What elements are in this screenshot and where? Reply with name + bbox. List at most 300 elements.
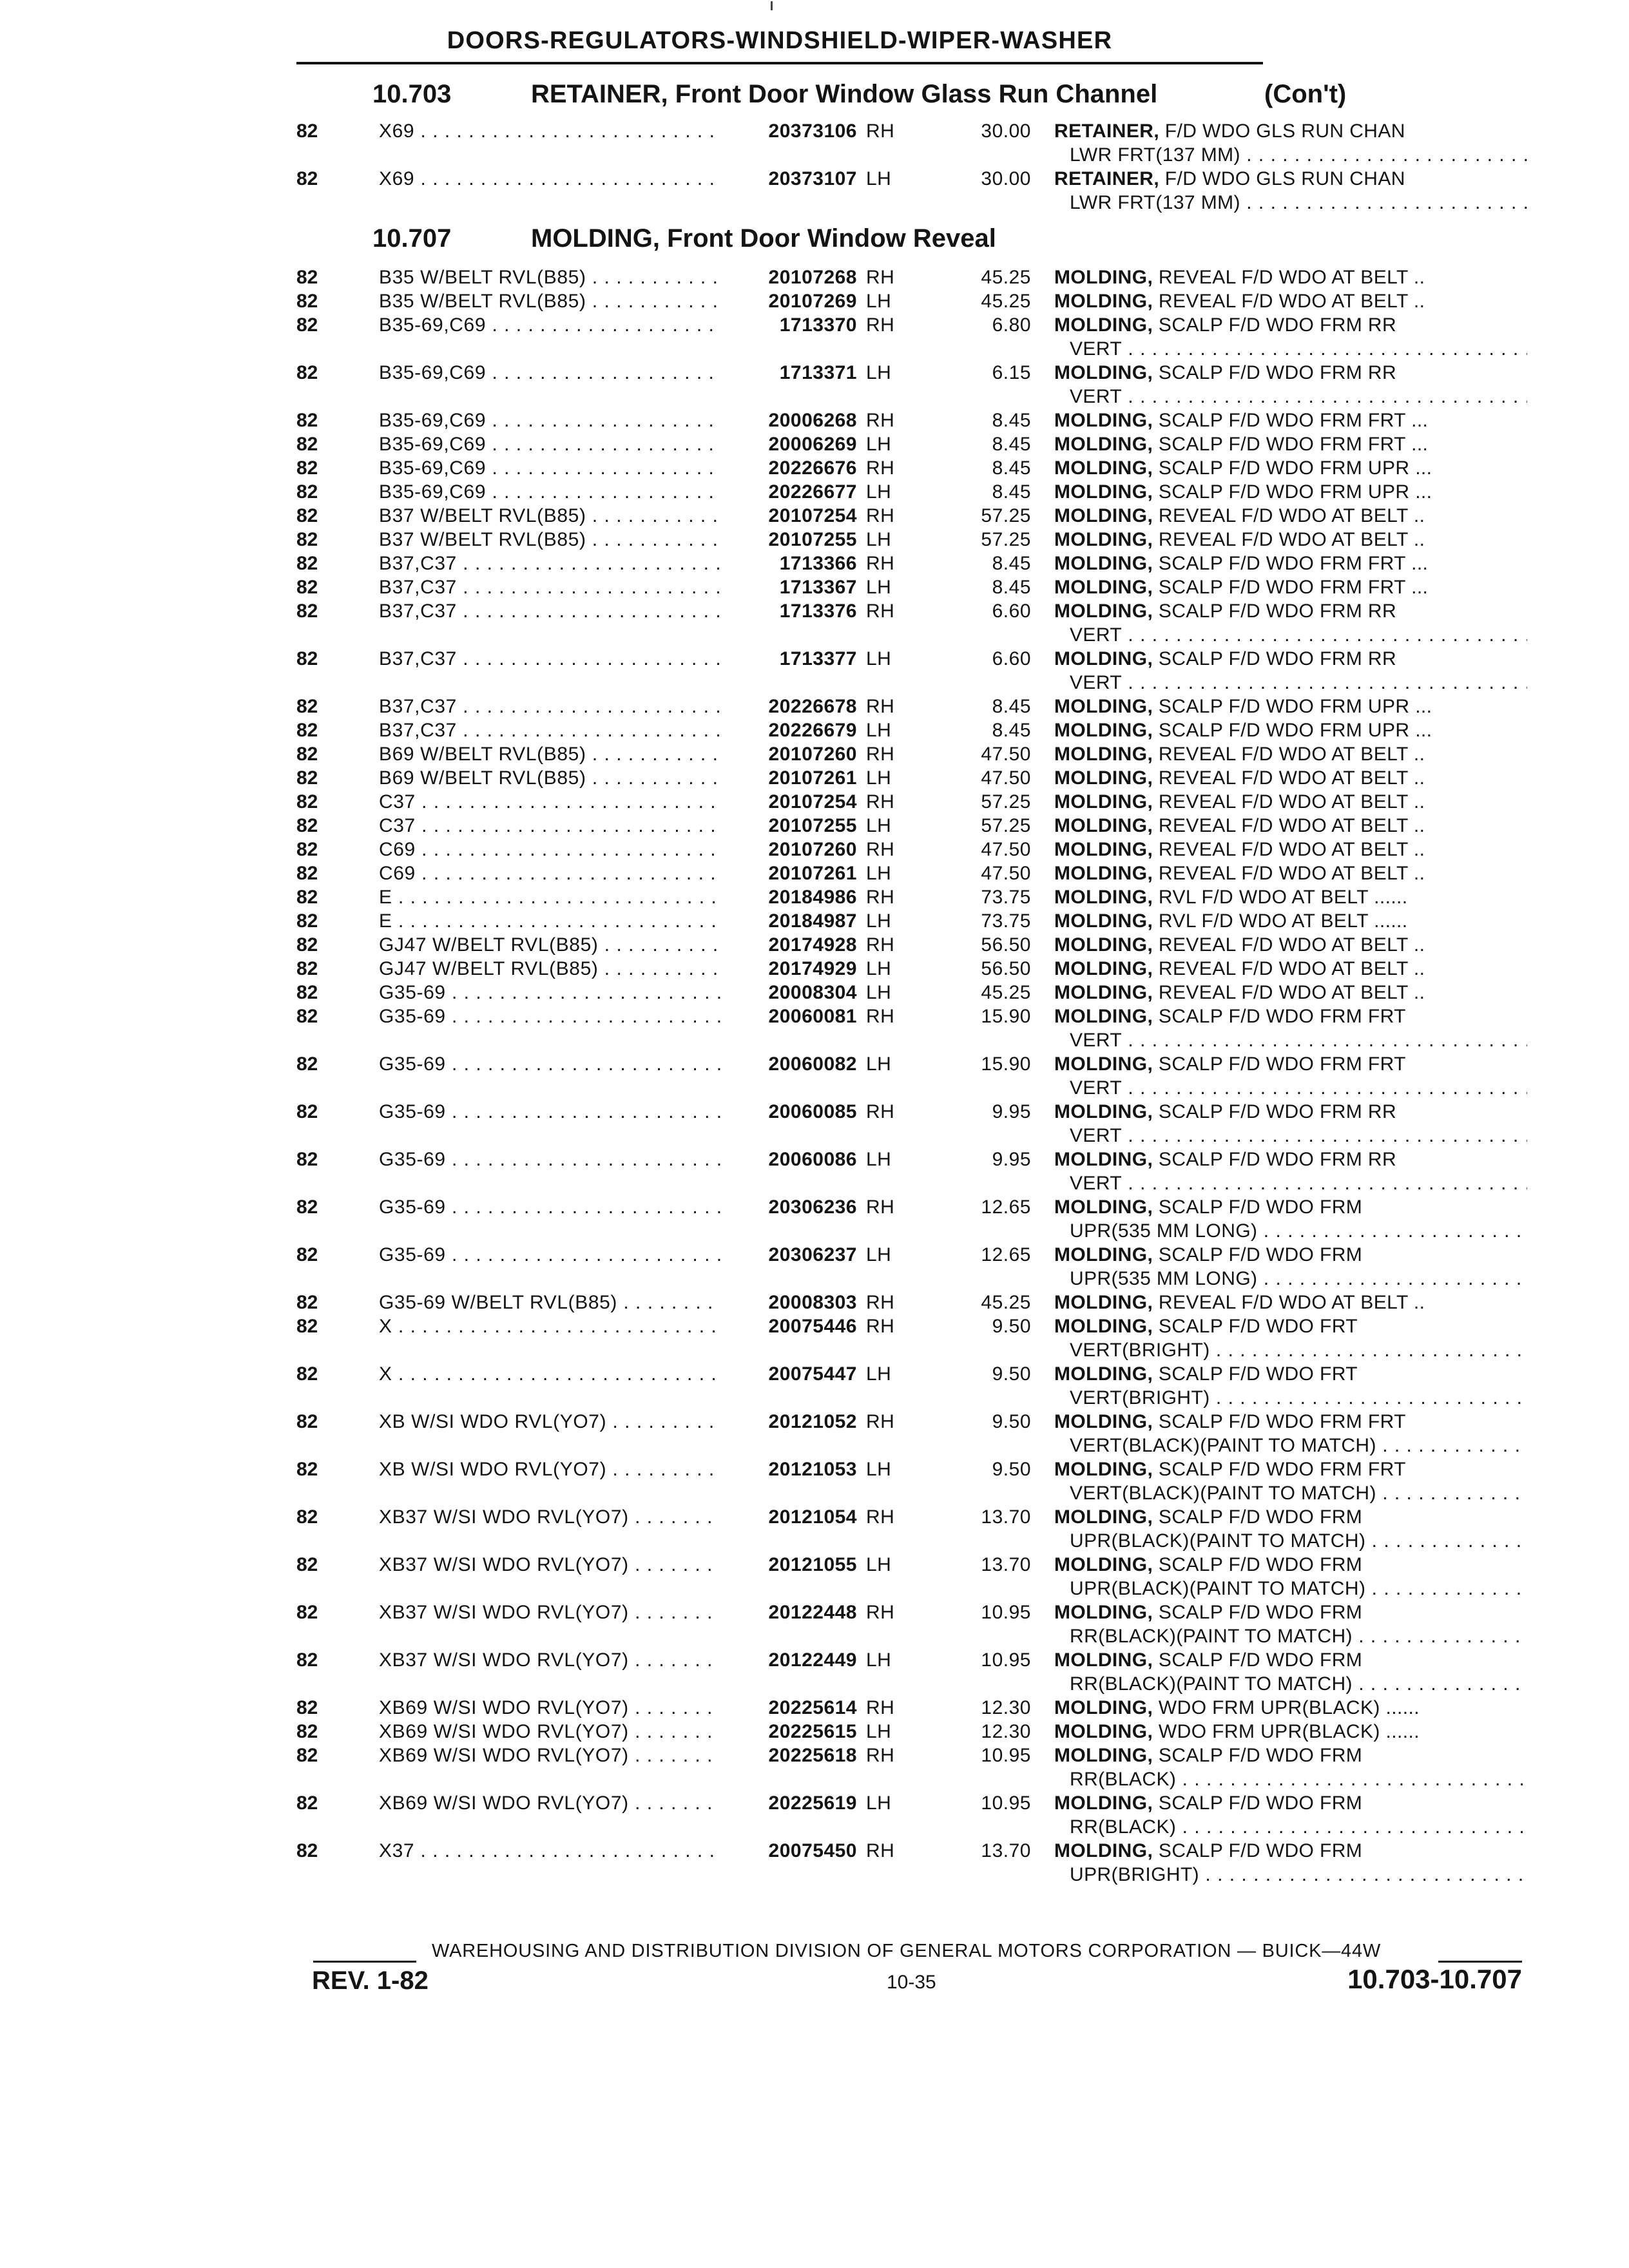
part-description <box>1054 886 1408 909</box>
table-row <box>0 409 1629 432</box>
price: 12.30 <box>981 1721 1031 1742</box>
part-number: 20225615 <box>768 1721 857 1742</box>
table-row <box>0 1840 1629 1863</box>
model-applicability: G35-69 . . . <box>379 1148 720 1171</box>
table-row <box>0 886 1629 909</box>
table-row-continuation <box>0 1863 1629 1887</box>
catalog-number: 82 <box>296 168 318 189</box>
side-label: RH <box>866 1411 895 1432</box>
part-number: 20107269 <box>768 291 857 312</box>
table-row <box>0 1363 1629 1386</box>
model-applicability: X . . . <box>379 1315 720 1338</box>
table-row <box>0 1649 1629 1672</box>
description-continuation: LWR FRT(137 MM) . . . <box>1070 191 1527 215</box>
description-text: RVL F/D WDO AT BELT ...... <box>1153 887 1408 908</box>
description-text: SCALP F/D WDO FRM <box>1153 1506 1363 1528</box>
description-continuation: RR(BLACK) . . . <box>1070 1768 1527 1791</box>
description-keyword: MOLDING, <box>1054 720 1153 741</box>
catalog-number: 82 <box>296 815 318 836</box>
footer-rule-left <box>313 1961 416 1963</box>
model-applicability: XB37 W/SI WDO RVL(YO7) . . . <box>379 1553 720 1577</box>
description-text: SCALP F/D WDO FRM <box>1153 1745 1363 1766</box>
description-continuation: UPR(BRIGHT) . . . <box>1070 1863 1527 1887</box>
model-applicability: B37,C37 . . . <box>379 648 720 671</box>
table-row-continuation <box>0 1339 1629 1362</box>
part-number: 20122448 <box>768 1602 857 1623</box>
table-row <box>0 981 1629 1004</box>
price: 9.95 <box>992 1149 1031 1170</box>
price: 6.15 <box>992 362 1031 383</box>
description-continuation: VERT . . . <box>1070 1029 1527 1052</box>
description-text: SCALP F/D WDO FRM FRT ... <box>1153 553 1429 574</box>
side-label: RH <box>866 1840 895 1861</box>
part-number: 20225619 <box>768 1792 857 1814</box>
description-text: SCALP F/D WDO FRM <box>1153 1244 1363 1265</box>
part-description <box>1054 1410 1406 1434</box>
catalog-number: 82 <box>296 1721 318 1742</box>
catalog-number: 82 <box>296 291 318 312</box>
description-continuation: UPR(BLACK)(PAINT TO MATCH) . . . <box>1070 1530 1527 1553</box>
description-keyword: MOLDING, <box>1054 1196 1153 1218</box>
part-number: 20226679 <box>768 720 857 741</box>
table-row-continuation <box>0 1077 1629 1100</box>
part-description <box>1054 314 1396 337</box>
table-row-continuation <box>0 1267 1629 1291</box>
side-label: RH <box>866 1196 895 1218</box>
part-number: 20107255 <box>768 815 857 836</box>
part-number: 20122449 <box>768 1649 857 1671</box>
table-row <box>0 528 1629 552</box>
table-row <box>0 1100 1629 1124</box>
model-applicability: B37,C37 . . . <box>379 719 720 742</box>
part-description <box>1054 838 1425 861</box>
price: 47.50 <box>981 863 1031 884</box>
description-text: WDO FRM UPR(BLACK) ...... <box>1153 1697 1420 1718</box>
part-number: 1713377 <box>779 648 857 669</box>
revision-label: REV. 1-82 <box>312 1966 429 1995</box>
model-applicability: B35-69,C69 . . . <box>379 361 720 385</box>
side-label: LH <box>866 434 892 455</box>
catalog-number: 82 <box>296 696 318 717</box>
price: 47.50 <box>981 767 1031 789</box>
description-text: F/D WDO GLS RUN CHAN <box>1159 120 1405 142</box>
model-applicability: C69 . . . <box>379 838 720 861</box>
description-keyword: MOLDING, <box>1054 887 1153 908</box>
description-continuation: VERT(BLACK)(PAINT TO MATCH) . . . <box>1070 1482 1527 1505</box>
catalog-number: 82 <box>296 1053 318 1075</box>
description-keyword: MOLDING, <box>1054 601 1153 622</box>
price: 9.50 <box>992 1363 1031 1385</box>
table-row-continuation <box>0 1124 1629 1148</box>
catalog-number: 82 <box>296 1316 318 1337</box>
catalog-number: 82 <box>296 362 318 383</box>
model-applicability: C37 . . . <box>379 791 720 814</box>
description-keyword: MOLDING, <box>1054 958 1153 979</box>
part-number: 20107261 <box>768 767 857 789</box>
catalog-number: 82 <box>296 1006 318 1027</box>
price: 13.70 <box>981 1506 1031 1528</box>
catalog-number: 82 <box>296 767 318 789</box>
description-keyword: MOLDING, <box>1054 553 1153 574</box>
table-row <box>0 648 1629 671</box>
model-applicability: C69 . . . <box>379 862 720 885</box>
table-row-continuation <box>0 1387 1629 1410</box>
description-keyword: MOLDING, <box>1054 529 1153 550</box>
part-number: 20107255 <box>768 529 857 550</box>
table-row-continuation <box>0 1434 1629 1457</box>
side-label: RH <box>866 314 895 336</box>
description-keyword: MOLDING, <box>1054 481 1153 503</box>
side-label: LH <box>866 982 892 1003</box>
description-text: SCALP F/D WDO FRM RR <box>1153 1101 1397 1122</box>
part-description <box>1054 1506 1362 1529</box>
price: 8.45 <box>992 434 1031 455</box>
part-number: 20174928 <box>768 934 857 956</box>
part-description <box>1054 1363 1358 1386</box>
side-label: LH <box>866 815 892 836</box>
table-row-continuation <box>0 338 1629 361</box>
table-row <box>0 576 1629 599</box>
description-keyword: MOLDING, <box>1054 839 1153 860</box>
part-number: 20107254 <box>768 505 857 526</box>
catalog-number: 82 <box>296 577 318 598</box>
part-description <box>1054 1053 1406 1076</box>
description-continuation: VERT . . . <box>1070 1077 1527 1100</box>
model-applicability: B69 W/BELT RVL(B85) . . . <box>379 767 720 790</box>
side-label: LH <box>866 720 892 741</box>
part-description <box>1054 1100 1396 1124</box>
catalog-number: 82 <box>296 1792 318 1814</box>
description-text: WDO FRM UPR(BLACK) ...... <box>1153 1721 1420 1742</box>
part-number: 20060086 <box>768 1149 857 1170</box>
description-text: REVEAL F/D WDO AT BELT .. <box>1153 863 1425 884</box>
description-continuation: VERT . . . <box>1070 385 1527 408</box>
model-applicability: E . . . <box>379 910 720 933</box>
part-number: 20226678 <box>768 696 857 717</box>
price: 13.70 <box>981 1554 1031 1575</box>
catalog-number: 82 <box>296 1649 318 1671</box>
model-applicability: XB37 W/SI WDO RVL(YO7) . . . <box>379 1506 720 1529</box>
part-number: 20373107 <box>768 168 857 189</box>
part-description <box>1054 120 1405 143</box>
table-row-continuation <box>0 1172 1629 1195</box>
part-number: 20008304 <box>768 982 857 1003</box>
table-row <box>0 1458 1629 1481</box>
model-applicability: GJ47 W/BELT RVL(B85) . . . <box>379 957 720 981</box>
description-keyword: MOLDING, <box>1054 934 1153 956</box>
part-number: 20008303 <box>768 1292 857 1313</box>
description-keyword: MOLDING, <box>1054 982 1153 1003</box>
part-number: 20121055 <box>768 1554 857 1575</box>
description-keyword: MOLDING, <box>1054 791 1153 812</box>
description-text: REVEAL F/D WDO AT BELT .. <box>1153 267 1425 288</box>
catalog-number: 82 <box>296 720 318 741</box>
model-applicability: XB69 W/SI WDO RVL(YO7) . . . <box>379 1792 720 1815</box>
description-keyword: MOLDING, <box>1054 1745 1153 1766</box>
side-label: LH <box>866 1363 892 1385</box>
description-text: SCALP F/D WDO FRM <box>1153 1649 1363 1671</box>
model-applicability: XB69 W/SI WDO RVL(YO7) . . . <box>379 1696 720 1720</box>
description-continuation: RR(BLACK)(PAINT TO MATCH) . . . <box>1070 1673 1527 1696</box>
description-keyword: MOLDING, <box>1054 314 1153 336</box>
model-applicability: G35-69 . . . <box>379 981 720 1004</box>
price: 15.90 <box>981 1006 1031 1027</box>
description-keyword: MOLDING, <box>1054 1006 1153 1027</box>
description-continuation: VERT . . . <box>1070 1172 1527 1195</box>
table-row-continuation <box>0 144 1629 167</box>
table-row <box>0 314 1629 337</box>
description-text: F/D WDO GLS RUN CHAN <box>1159 168 1405 189</box>
model-applicability: B35-69,C69 . . . <box>379 433 720 456</box>
price: 6.60 <box>992 601 1031 622</box>
price: 9.50 <box>992 1316 1031 1337</box>
table-row <box>0 1744 1629 1767</box>
catalog-number: 82 <box>296 505 318 526</box>
price: 10.95 <box>981 1602 1031 1623</box>
description-keyword: MOLDING, <box>1054 1292 1153 1313</box>
side-label: RH <box>866 601 895 622</box>
catalog-number: 82 <box>296 457 318 479</box>
part-number: 1713370 <box>779 314 857 336</box>
table-row <box>0 1148 1629 1171</box>
description-continuation: RR(BLACK) . . . <box>1070 1816 1527 1839</box>
description-text: SCALP F/D WDO FRT <box>1153 1363 1358 1385</box>
catalog-number: 82 <box>296 1840 318 1861</box>
price: 30.00 <box>981 120 1031 142</box>
side-label: RH <box>866 267 895 288</box>
footer-rule-right <box>1438 1961 1522 1963</box>
description-keyword: MOLDING, <box>1054 1316 1153 1337</box>
catalog-number: 82 <box>296 553 318 574</box>
side-label: LH <box>866 910 892 932</box>
price: 73.75 <box>981 910 1031 932</box>
model-applicability: X37 . . . <box>379 1840 720 1863</box>
price: 8.45 <box>992 481 1031 503</box>
part-number: 20306237 <box>768 1244 857 1265</box>
description-text: SCALP F/D WDO FRM FRT ... <box>1153 434 1429 455</box>
table-row <box>0 1792 1629 1815</box>
table-row <box>0 505 1629 528</box>
price: 47.50 <box>981 744 1031 765</box>
part-description <box>1054 1553 1362 1577</box>
part-description <box>1054 910 1408 933</box>
part-description <box>1054 552 1428 575</box>
section-continued-label: (Con't) <box>1264 80 1347 108</box>
description-continuation: VERT(BRIGHT) . . . <box>1070 1387 1527 1410</box>
table-row <box>0 934 1629 957</box>
part-description <box>1054 409 1428 432</box>
part-description <box>1054 1601 1362 1624</box>
table-row <box>0 1696 1629 1720</box>
table-row <box>0 767 1629 790</box>
model-applicability: C37 . . . <box>379 814 720 838</box>
description-text: SCALP F/D WDO FRM RR <box>1153 601 1397 622</box>
table-row-continuation <box>0 1577 1629 1600</box>
model-applicability: XB69 W/SI WDO RVL(YO7) . . . <box>379 1720 720 1744</box>
part-description <box>1054 1744 1362 1767</box>
model-applicability: B35 W/BELT RVL(B85) . . . <box>379 266 720 289</box>
price: 8.45 <box>992 410 1031 431</box>
part-number: 20121052 <box>768 1411 857 1432</box>
price: 10.95 <box>981 1649 1031 1671</box>
description-text: SCALP F/D WDO FRM UPR ... <box>1153 481 1432 503</box>
price: 12.65 <box>981 1196 1031 1218</box>
side-label: RH <box>866 696 895 717</box>
description-text: REVEAL F/D WDO AT BELT .. <box>1153 839 1425 860</box>
part-description <box>1054 505 1425 528</box>
description-keyword: MOLDING, <box>1054 1459 1153 1480</box>
model-applicability: G35-69 . . . <box>379 1100 720 1124</box>
catalog-number: 82 <box>296 648 318 669</box>
model-applicability: XB69 W/SI WDO RVL(YO7) . . . <box>379 1744 720 1767</box>
model-applicability: G35-69 W/BELT RVL(B85) . . . <box>379 1291 720 1314</box>
table-row <box>0 1196 1629 1219</box>
description-continuation: VERT(BLACK)(PAINT TO MATCH) . . . <box>1070 1434 1527 1457</box>
price: 9.95 <box>992 1101 1031 1122</box>
description-keyword: MOLDING, <box>1054 291 1153 312</box>
price: 47.50 <box>981 839 1031 860</box>
table-row-continuation <box>0 624 1629 647</box>
side-label: LH <box>866 577 892 598</box>
part-description <box>1054 981 1425 1004</box>
table-row <box>0 1291 1629 1314</box>
side-label: LH <box>866 958 892 979</box>
table-row <box>0 481 1629 504</box>
description-text: REVEAL F/D WDO AT BELT .. <box>1153 815 1425 836</box>
section-number: 10.703 <box>372 80 452 108</box>
catalog-number: 82 <box>296 601 318 622</box>
model-applicability: B37,C37 . . . <box>379 552 720 575</box>
table-row <box>0 290 1629 313</box>
model-applicability: X69 . . . <box>379 168 720 191</box>
table-row <box>0 814 1629 838</box>
part-number: 20107254 <box>768 791 857 812</box>
table-row-continuation <box>0 1530 1629 1553</box>
side-label: RH <box>866 1292 895 1313</box>
part-description <box>1054 1244 1362 1267</box>
part-description <box>1054 934 1425 957</box>
description-keyword: MOLDING, <box>1054 1506 1153 1528</box>
model-applicability: G35-69 . . . <box>379 1196 720 1219</box>
table-row-continuation <box>0 1768 1629 1791</box>
side-label: RH <box>866 410 895 431</box>
part-description <box>1054 743 1425 766</box>
part-description <box>1054 791 1425 814</box>
page-title: DOORS-REGULATORS-WINDSHIELD-WIPER-WASHER <box>447 27 1113 54</box>
part-description <box>1054 862 1425 885</box>
side-label: RH <box>866 934 895 956</box>
description-text: REVEAL F/D WDO AT BELT .. <box>1153 767 1425 789</box>
description-keyword: MOLDING, <box>1054 1363 1153 1385</box>
description-keyword: MOLDING, <box>1054 1411 1153 1432</box>
model-applicability: B69 W/BELT RVL(B85) . . . <box>379 743 720 766</box>
table-row <box>0 1005 1629 1028</box>
price: 10.95 <box>981 1792 1031 1814</box>
side-label: LH <box>866 1244 892 1265</box>
model-applicability: X . . . <box>379 1363 720 1386</box>
side-label: LH <box>866 1149 892 1170</box>
description-text: SCALP F/D WDO FRM RR <box>1153 362 1397 383</box>
table-row <box>0 743 1629 766</box>
table-row <box>0 1410 1629 1434</box>
table-row <box>0 1053 1629 1076</box>
catalog-number: 82 <box>296 1745 318 1766</box>
price: 57.25 <box>981 505 1031 526</box>
table-row <box>0 1553 1629 1577</box>
part-description <box>1054 266 1425 289</box>
catalog-number: 82 <box>296 434 318 455</box>
catalog-number: 82 <box>296 1459 318 1480</box>
description-text: REVEAL F/D WDO AT BELT .. <box>1153 744 1425 765</box>
description-keyword: MOLDING, <box>1054 410 1153 431</box>
part-number: 20225618 <box>768 1745 857 1766</box>
side-label: LH <box>866 529 892 550</box>
table-row <box>0 600 1629 623</box>
side-label: RH <box>866 1006 895 1027</box>
part-number: 20121054 <box>768 1506 857 1528</box>
model-applicability: B35-69,C69 . . . <box>379 481 720 504</box>
catalog-number: 82 <box>296 839 318 860</box>
model-applicability: X69 . . . <box>379 120 720 143</box>
catalog-number: 82 <box>296 1506 318 1528</box>
description-text: REVEAL F/D WDO AT BELT .. <box>1153 529 1425 550</box>
table-row-continuation <box>0 385 1629 408</box>
model-applicability: G35-69 . . . <box>379 1005 720 1028</box>
price: 57.25 <box>981 529 1031 550</box>
catalog-number: 82 <box>296 1101 318 1122</box>
description-keyword: MOLDING, <box>1054 1721 1153 1742</box>
description-keyword: MOLDING, <box>1054 1053 1153 1075</box>
part-description <box>1054 1792 1362 1815</box>
description-continuation: VERT . . . <box>1070 671 1527 695</box>
part-number: 20225614 <box>768 1697 857 1718</box>
catalog-number: 82 <box>296 910 318 932</box>
part-number: 20075450 <box>768 1840 857 1861</box>
model-applicability: B37 W/BELT RVL(B85) . . . <box>379 505 720 528</box>
description-keyword: MOLDING, <box>1054 1101 1153 1122</box>
model-applicability: B37,C37 . . . <box>379 695 720 718</box>
part-number: 20184986 <box>768 887 857 908</box>
catalog-number: 82 <box>296 481 318 503</box>
part-number: 20184987 <box>768 910 857 932</box>
side-label: RH <box>866 791 895 812</box>
side-label: RH <box>866 505 895 526</box>
price: 10.95 <box>981 1745 1031 1766</box>
section-range: 10.703-10.707 <box>1347 1964 1522 1994</box>
part-number: 20107260 <box>768 744 857 765</box>
description-keyword: MOLDING, <box>1054 648 1153 669</box>
scan-mark <box>771 1 773 10</box>
side-label: RH <box>866 1316 895 1337</box>
description-continuation: UPR(535 MM LONG) . . . <box>1070 1220 1527 1243</box>
description-keyword: MOLDING, <box>1054 1792 1153 1814</box>
part-description <box>1054 767 1425 790</box>
table-row <box>0 1720 1629 1744</box>
model-applicability: B35-69,C69 . . . <box>379 314 720 337</box>
description-keyword: MOLDING, <box>1054 1149 1153 1170</box>
side-label: LH <box>866 1554 892 1575</box>
description-text: SCALP F/D WDO FRM UPR ... <box>1153 457 1432 479</box>
table-row <box>0 1506 1629 1529</box>
description-keyword: MOLDING, <box>1054 1554 1153 1575</box>
table-row-continuation <box>0 191 1629 215</box>
model-applicability: B35 W/BELT RVL(B85) . . . <box>379 290 720 313</box>
catalog-number: 82 <box>296 120 318 142</box>
section-title: MOLDING, Front Door Window Reveal <box>531 224 996 253</box>
price: 15.90 <box>981 1053 1031 1075</box>
catalog-number: 82 <box>296 1554 318 1575</box>
description-text: REVEAL F/D WDO AT BELT .. <box>1153 934 1425 956</box>
